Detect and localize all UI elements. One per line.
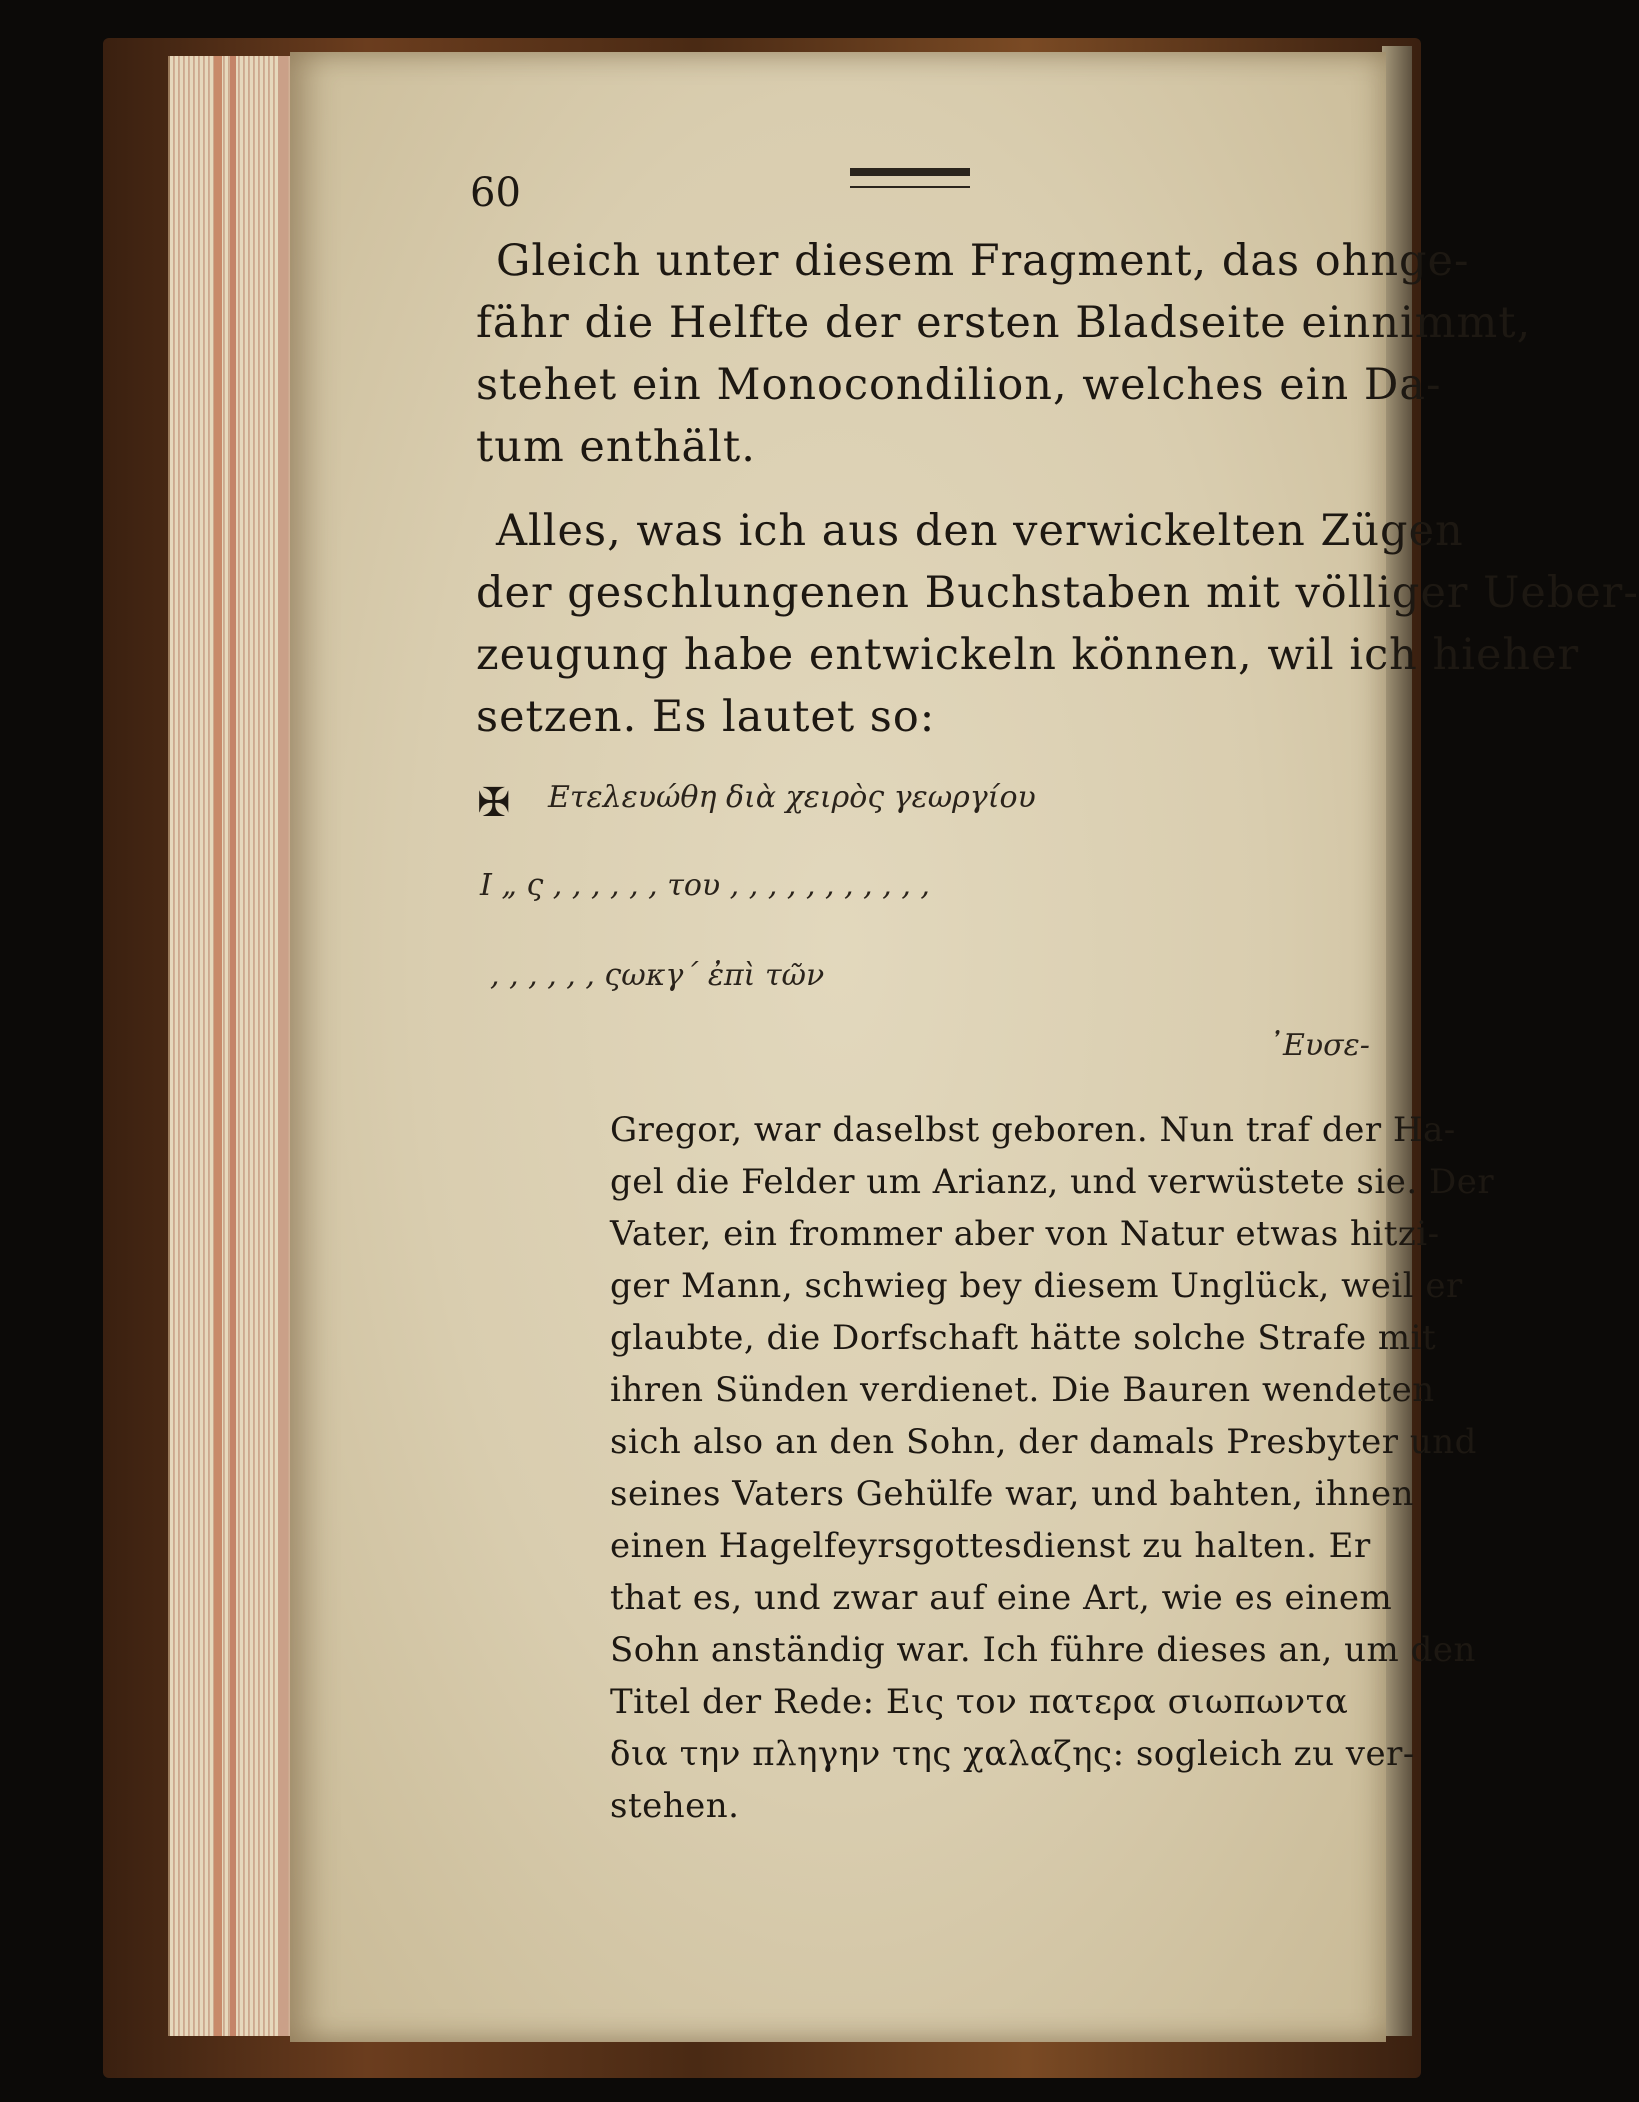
- gloss-line: gel die Felder um Arianz, und verwüstete sie. Der: [610, 1162, 1495, 1202]
- para2-line: Alles, was ich aus den verwickelten Zügen: [496, 506, 1464, 556]
- page-number: 60: [470, 170, 521, 216]
- page-edges: [168, 56, 300, 2036]
- greek-line: Ετελευώθη διὰ χειρὸς γεωργίου: [548, 780, 1036, 815]
- gloss-line: δια την πληγην της χαλαζης: sogleich zu ver-: [610, 1734, 1415, 1774]
- para1-line: fähr die Helfte der ersten Bladseite einnimmt,: [476, 298, 1532, 348]
- header-rule-thin: [850, 186, 970, 188]
- para1-line: Gleich unter diesem Fragment, das ohnge-: [496, 236, 1470, 286]
- gloss-line: Vater, ein frommer aber von Natur etwas hitzi-: [610, 1214, 1440, 1254]
- header-rule: [850, 168, 970, 176]
- gloss-line: ger Mann, schwieg bey diesem Unglück, weil er: [610, 1266, 1463, 1306]
- gloss-line: that es, und zwar auf eine Art, wie es einem: [610, 1578, 1393, 1618]
- gloss-line: stehen.: [610, 1786, 740, 1826]
- para2-line: setzen. Es lautet so:: [476, 692, 936, 742]
- greek-line: , , , , , , ςωκγ΄ ἐπὶ τῶν: [490, 958, 825, 993]
- gloss-line: Sohn anständig war. Ich führe dieses an, um den: [610, 1630, 1476, 1670]
- para1-line: tum enthält.: [476, 422, 756, 472]
- gloss-line: ihren Sünden verdienet. Die Bauren wendeten: [610, 1370, 1435, 1410]
- gloss-line: sich also an den Sohn, der damals Presbyter und: [610, 1422, 1477, 1462]
- para2-line: zeugung habe entwickeln können, wil ich hieher: [476, 630, 1580, 680]
- para2-line: der geschlungenen Buchstaben mit völliger Ueber-: [476, 568, 1639, 618]
- gloss-line: Titel der Rede: Εις τον πατερα σιωπωντα: [610, 1682, 1349, 1722]
- greek-line: Ι „ ς , , , , , , του , , , , , , , , , , ,: [480, 868, 930, 903]
- gloss-line: Gregor, war daselbst geboren. Nun traf der Ha-: [610, 1110, 1456, 1150]
- cross-symbol: ✠: [477, 780, 511, 826]
- gloss-line: seines Vaters Gehülfe war, und bahten, ihnen: [610, 1474, 1414, 1514]
- greek-line: ᾿Ευσε-: [1268, 1028, 1370, 1063]
- gloss-line: glaubte, die Dorfschaft hätte solche Strafe mit: [610, 1318, 1437, 1358]
- para1-line: stehet ein Monocondilion, welches ein Da-: [476, 360, 1442, 410]
- gloss-line: einen Hagelfeyrsgottesdienst zu halten. Er: [610, 1526, 1371, 1566]
